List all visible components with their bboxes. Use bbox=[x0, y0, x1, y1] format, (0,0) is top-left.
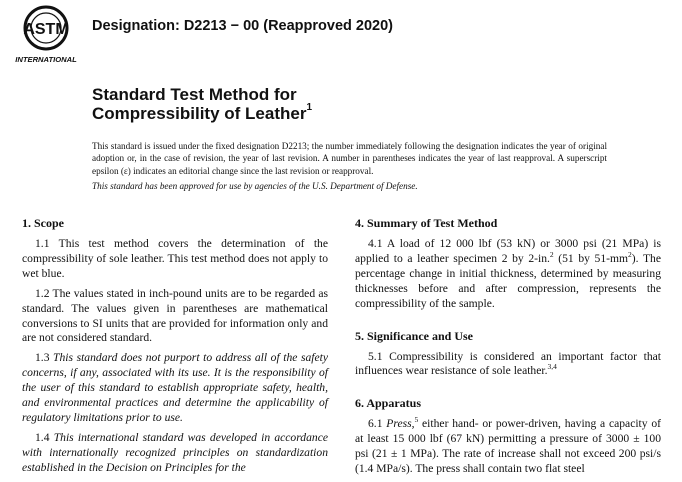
title-footnote-ref: 1 bbox=[306, 102, 312, 114]
paragraph-6-1-footnote-ref: 5 bbox=[414, 415, 419, 425]
paragraph-6-1-term: Press, bbox=[386, 417, 415, 431]
paragraph-4-1-b: (51 by 51-mm bbox=[553, 251, 629, 265]
logo-subtext: INTERNATIONAL bbox=[15, 55, 77, 64]
right-column bbox=[355, 212, 661, 482]
paragraph-4-1-sup-2: 2 bbox=[628, 250, 632, 260]
paragraph-4-1-sup-1: 2 bbox=[549, 250, 554, 260]
title-line-1: Standard Test Method for bbox=[92, 85, 297, 104]
paragraph-6-1-text: either hand- or power-driven, having a capacity of at least 15 000 lbf (67 kN) permitting a pressure of 3000 ± 100 psi (21 ± 1 MPa). The rate of increase shall not exceed 200 psi/s (1.4 MPa/s). The press shall contain two flat steel bbox=[355, 417, 662, 476]
astm-logo bbox=[6, 2, 86, 64]
paragraph-1-4-number: 1.4 bbox=[35, 430, 54, 444]
paragraph-6-1-number: 6.1 bbox=[368, 417, 387, 431]
section-1-heading: 1. Scope bbox=[22, 216, 64, 230]
section-6-heading: 6. Apparatus bbox=[355, 396, 422, 411]
paragraph-1-4-text: This international standard was developed in accordance with internationally recognized principles on standardization established in the Decision on Principles for the bbox=[22, 430, 328, 474]
left-column bbox=[22, 212, 328, 481]
section-5-heading: 5. Significance and Use bbox=[355, 328, 474, 343]
designation: Designation: D2213 − 00 (Reapproved 2020) bbox=[92, 18, 393, 34]
paragraph-4-1-a: 4.1 A load of 12 000 lbf (53 kN) or 3000 psi (21 MPa) is applied to a leather specimen 2 by 2-in. bbox=[355, 237, 661, 265]
paragraph-1-3-number: 1.3 bbox=[35, 351, 54, 365]
paragraph-5-1-text: 5.1 Compressibility is considered an important factor that influences wear resistance of sole leather. bbox=[355, 349, 661, 378]
paragraph-4-1-c: ). The percentage change in initial thickness, determined by measuring thicknesses before and after compression, represents the compressibility of the sample. bbox=[355, 251, 661, 310]
paragraph-6-1 bbox=[355, 417, 661, 477]
paragraph-1-4 bbox=[22, 431, 328, 476]
paragraph-4-1 bbox=[355, 237, 661, 312]
title-text: Compressibility of Leather bbox=[92, 104, 307, 123]
paragraph-1-3 bbox=[22, 351, 328, 426]
paragraph-5-1-footnote-ref: 3,4 bbox=[547, 362, 557, 372]
section-4-heading: 4. Summary of Test Method bbox=[355, 216, 498, 230]
logo-text: ASTM bbox=[23, 21, 69, 38]
title-line-2 bbox=[92, 104, 312, 124]
astm-logo-mark bbox=[6, 2, 86, 64]
standard-notice: This standard is issued under the fixed designation D2213; the number immediately following the designation indicates the year of original adoption or, in the case of revision, the year of last revision. A number in parentheses indicates the year of last reapproval. A superscript epsilon (ε) indicates an editorial change since the last revision or reapproval. bbox=[92, 141, 607, 176]
dod-approval-note: This standard has been approved for use by agencies of the U.S. Department of Defense. bbox=[92, 181, 418, 191]
paragraph-1-1: 1.1 This test method covers the determination of the compressibility of sole leather. This test method does not apply to wet blue. bbox=[22, 237, 328, 280]
paragraph-1-3-text: This standard does not purport to address all of the safety concerns, if any, associated with its use. It is the responsibility of the user of this standard to establish appropriate safety, health, and environmental practices and determine the applicability of regulatory limitations prior to use. bbox=[22, 351, 328, 424]
paragraph-5-1 bbox=[355, 350, 661, 380]
paragraph-1-2: 1.2 The values stated in inch-pound units are to be regarded as standard. The values given in parentheses are mathematical conversions to SI units that are provided for information only and are not considered standard. bbox=[22, 286, 328, 345]
